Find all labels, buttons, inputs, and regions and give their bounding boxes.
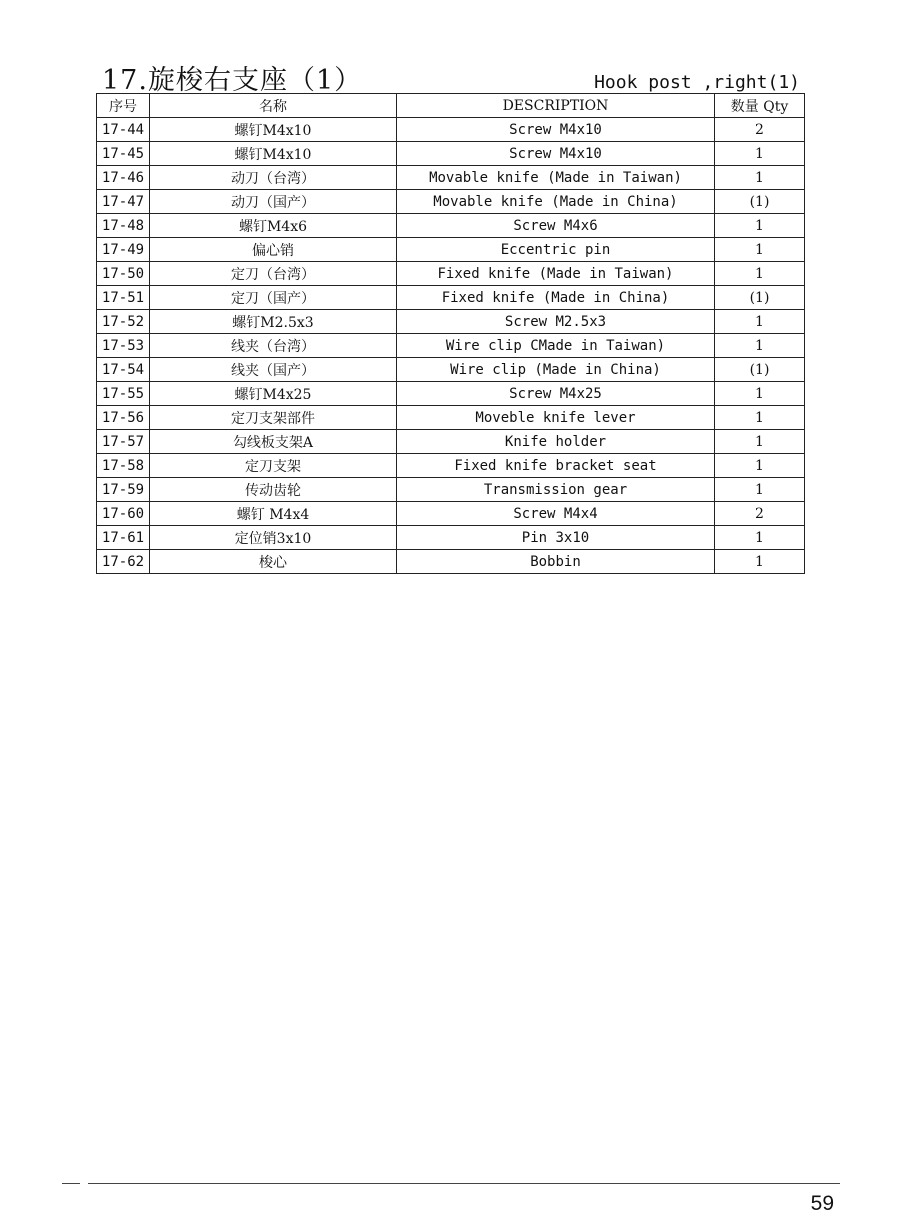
part-name-cell: 定刀（国产） (150, 286, 397, 310)
part-name-cell: 定刀（台湾） (150, 262, 397, 286)
table-row (97, 502, 805, 526)
table-row (97, 454, 805, 478)
part-quantity-cell: 1 (715, 550, 805, 574)
part-number-cell: 17-51 (97, 286, 150, 310)
part-name-cell: 传动齿轮 (150, 478, 397, 502)
part-description-cell: Fixed knife bracket seat (397, 454, 715, 478)
part-quantity-cell: 1 (715, 406, 805, 430)
part-number-cell: 17-45 (97, 142, 150, 166)
page-title-english: Hook post ,right(1) (594, 72, 800, 93)
part-quantity-cell: 1 (715, 262, 805, 286)
part-description-cell: Fixed knife (Made in China) (397, 286, 715, 310)
part-description-cell: Screw M2.5x3 (397, 310, 715, 334)
part-name-cell: 线夹（国产） (150, 358, 397, 382)
parts-table-body (97, 118, 805, 574)
part-number-cell: 17-61 (97, 526, 150, 550)
part-name-cell: 梭心 (150, 550, 397, 574)
part-number-cell: 17-49 (97, 238, 150, 262)
part-number-cell: 17-46 (97, 166, 150, 190)
part-number-cell: 17-62 (97, 550, 150, 574)
part-quantity-cell: 1 (715, 430, 805, 454)
part-number-cell: 17-59 (97, 478, 150, 502)
column-header-qty: 数量 Qty (715, 94, 805, 118)
part-name-cell: 定位销3x10 (150, 526, 397, 550)
part-name-cell: 螺钉M4x10 (150, 118, 397, 142)
table-row (97, 190, 805, 214)
part-number-cell: 17-47 (97, 190, 150, 214)
part-number-cell: 17-55 (97, 382, 150, 406)
part-quantity-cell: 1 (715, 142, 805, 166)
part-description-cell: Fixed knife (Made in Taiwan) (397, 262, 715, 286)
part-number-cell: 17-58 (97, 454, 150, 478)
part-name-cell: 螺钉M4x25 (150, 382, 397, 406)
part-description-cell: Screw M4x25 (397, 382, 715, 406)
part-description-cell: Screw M4x10 (397, 142, 715, 166)
part-name-cell: 螺钉M4x6 (150, 214, 397, 238)
part-description-cell: Knife holder (397, 430, 715, 454)
table-row (97, 166, 805, 190)
part-quantity-cell: 1 (715, 526, 805, 550)
part-quantity-cell: 1 (715, 478, 805, 502)
part-quantity-cell: (1) (715, 358, 805, 382)
table-row (97, 526, 805, 550)
part-quantity-cell: (1) (715, 286, 805, 310)
part-description-cell: Screw M4x10 (397, 118, 715, 142)
page-title-chinese: 17.旋梭右支座（1） (102, 65, 363, 96)
part-quantity-cell: 1 (715, 310, 805, 334)
part-number-cell: 17-56 (97, 406, 150, 430)
table-row (97, 550, 805, 574)
table-header-row (97, 94, 805, 118)
part-description-cell: Pin 3x10 (397, 526, 715, 550)
table-row (97, 214, 805, 238)
part-description-cell: Moveble knife lever (397, 406, 715, 430)
part-description-cell: Eccentric pin (397, 238, 715, 262)
part-description-cell: Wire clip (Made in China) (397, 358, 715, 382)
part-quantity-cell: 1 (715, 214, 805, 238)
part-quantity-cell: 1 (715, 238, 805, 262)
table-row (97, 382, 805, 406)
table-row (97, 406, 805, 430)
table-row (97, 310, 805, 334)
part-name-cell: 偏心销 (150, 238, 397, 262)
column-header-name: 名称 (150, 94, 397, 118)
part-number-cell: 17-54 (97, 358, 150, 382)
part-quantity-cell: 1 (715, 334, 805, 358)
part-number-cell: 17-48 (97, 214, 150, 238)
table-row (97, 358, 805, 382)
part-quantity-cell: 2 (715, 118, 805, 142)
part-name-cell: 定刀支架部件 (150, 406, 397, 430)
part-number-cell: 17-52 (97, 310, 150, 334)
part-name-cell: 勾线板支架A (150, 430, 397, 454)
part-description-cell: Movable knife (Made in Taiwan) (397, 166, 715, 190)
part-name-cell: 定刀支架 (150, 454, 397, 478)
part-number-cell: 17-53 (97, 334, 150, 358)
table-row (97, 286, 805, 310)
column-header-description: DESCRIPTION (397, 94, 715, 118)
part-number-cell: 17-57 (97, 430, 150, 454)
part-description-cell: Movable knife (Made in China) (397, 190, 715, 214)
part-name-cell: 螺钉 M4x4 (150, 502, 397, 526)
table-row (97, 430, 805, 454)
footer-rule (88, 1183, 840, 1184)
table-row (97, 238, 805, 262)
part-quantity-cell: 1 (715, 166, 805, 190)
column-header-no: 序号 (97, 94, 150, 118)
part-quantity-cell: 1 (715, 382, 805, 406)
part-description-cell: Screw M4x4 (397, 502, 715, 526)
table-row (97, 478, 805, 502)
part-name-cell: 动刀（台湾） (150, 166, 397, 190)
part-quantity-cell: 2 (715, 502, 805, 526)
part-name-cell: 螺钉M2.5x3 (150, 310, 397, 334)
table-row (97, 118, 805, 142)
parts-table (96, 93, 805, 574)
part-name-cell: 线夹（台湾） (150, 334, 397, 358)
part-number-cell: 17-50 (97, 262, 150, 286)
part-number-cell: 17-60 (97, 502, 150, 526)
part-description-cell: Bobbin (397, 550, 715, 574)
part-description-cell: Wire clip CMade in Taiwan) (397, 334, 715, 358)
footer-rule-short (62, 1183, 80, 1184)
part-name-cell: 动刀（国产） (150, 190, 397, 214)
table-row (97, 334, 805, 358)
part-description-cell: Transmission gear (397, 478, 715, 502)
part-name-cell: 螺钉M4x10 (150, 142, 397, 166)
table-row (97, 262, 805, 286)
page-number: 59 (810, 1192, 834, 1215)
part-number-cell: 17-44 (97, 118, 150, 142)
part-description-cell: Screw M4x6 (397, 214, 715, 238)
part-quantity-cell: (1) (715, 190, 805, 214)
part-quantity-cell: 1 (715, 454, 805, 478)
table-row (97, 142, 805, 166)
